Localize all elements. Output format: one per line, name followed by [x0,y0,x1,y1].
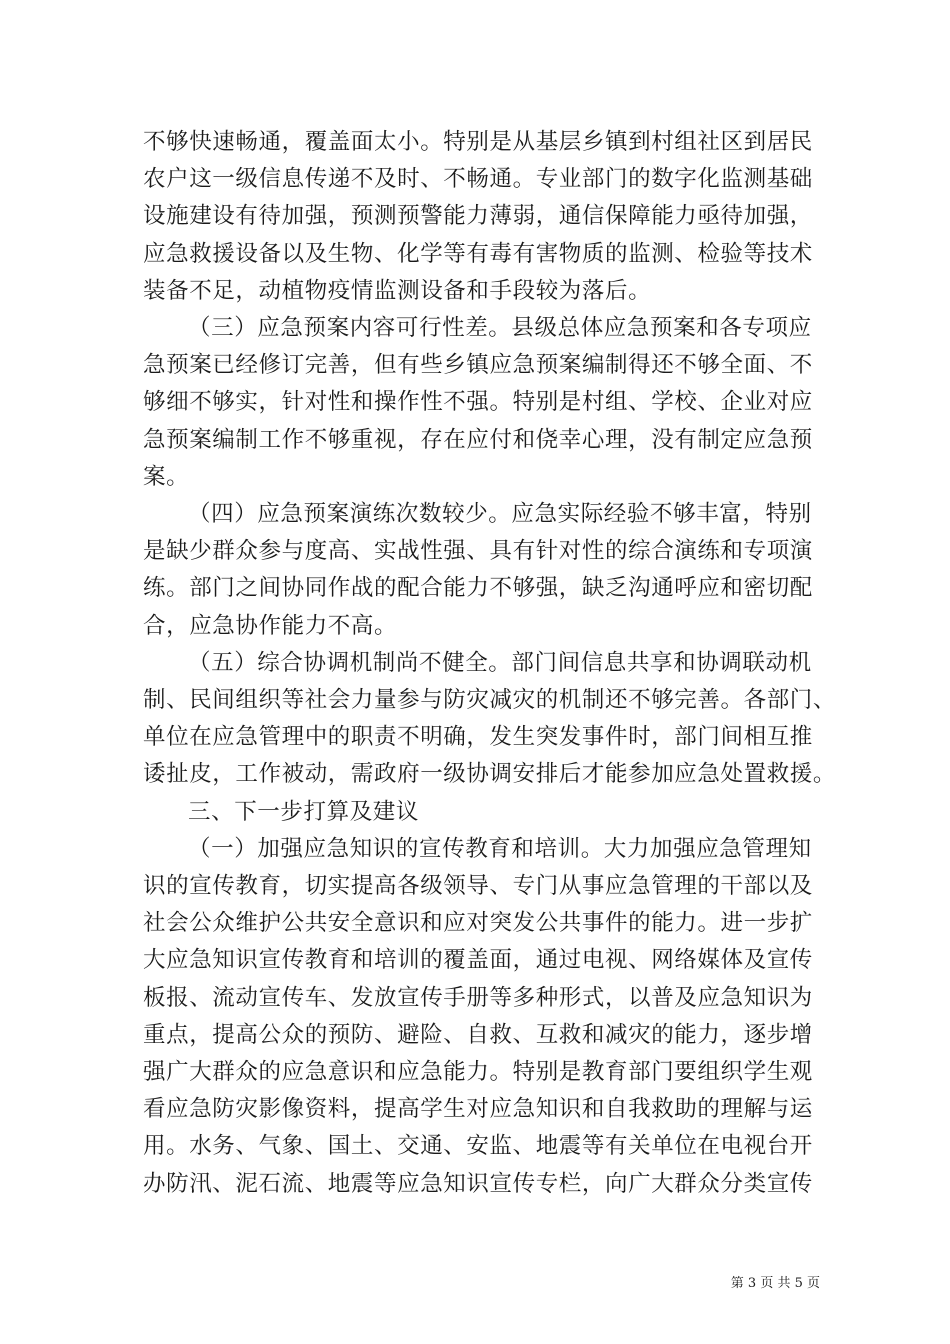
text-line: 看应急防灾影像资料，提高学生对应急知识和自我救助的理解与运 [143,1096,813,1123]
text-line: 急预案已经修订完善，但有些乡镇应急预案编制得还不够全面、不 [143,352,813,379]
text-line: （四）应急预案演练次数较少。应急实际经验不够丰富，特别 [188,501,812,527]
text-line: 办防汛、泥石流、地震等应急知识宣传专栏，向广大群众分类宣传 [143,1170,813,1197]
text-line: 制、民间组织等社会力量参与防灾减灾的机制还不够完善。各部门、 [143,687,837,713]
text-line: 是缺少群众参与度高、实战性强、具有针对性的综合演练和专项演 [143,538,813,565]
page-footer-number: 第 3 页 共 5 页 [730,1276,820,1291]
text-line: 单位在应急管理中的职责不明确，发生突发事件时，部门间相互推 [143,724,813,751]
text-line: （三）应急预案内容可行性差。县级总体应急预案和各专项应 [188,315,812,341]
text-line: （一）加强应急知识的宣传教育和培训。大力加强应急管理知 [188,835,812,862]
text-line: 大应急知识宣传教育和培训的覆盖面，通过电视、网络媒体及宣传 [143,947,813,974]
text-line: 应急救援设备以及生物、化学等有毒有害物质的监测、检验等技术 [143,240,813,267]
text-line: 不够快速畅通，覆盖面太小。特别是从基层乡镇到村组社区到居民 [143,129,813,155]
text-line: 识的宣传教育，切实提高各级领导、专门从事应急管理的干部以及 [143,873,813,899]
text-line: 合，应急协作能力不高。 [143,612,398,639]
text-line: 急预案编制工作不够重视，存在应付和侥幸心理，没有制定应急预 [143,426,813,453]
text-line: 设施建设有待加强，预测预警能力薄弱，通信保障能力亟待加强， [143,203,813,230]
text-line: 案。 [143,463,190,490]
text-line: 练。部门之间协同作战的配合能力不够强，缺乏沟通呼应和密切配 [143,575,813,602]
text-line: 板报、流动宣传车、发放宣传手册等多种形式，以普及应急知识为 [143,984,813,1011]
text-line: 装备不足，动植物疫情监测设备和手段较为落后。 [143,277,652,304]
text-line: 重点，提高公众的预防、避险、自救、互救和减灾的能力，逐步增 [143,1021,813,1048]
text-line: 社会公众维护公共安全意识和应对突发公共事件的能力。进一步扩 [143,910,813,937]
text-line: 诿扯皮，工作被动，需政府一级协调安排后才能参加应急处置救援。 [143,761,837,788]
text-line: 农户这一级信息传递不及时、不畅通。专业部门的数字化监测基础 [143,166,813,193]
text-line: （五）综合协调机制尚不健全。部门间信息共享和协调联动机 [188,649,812,676]
text-line: 三、下一步打算及建议 [188,798,420,825]
text-line: 强广大群众的应急意识和应急能力。特别是教育部门要组织学生观 [143,1059,813,1085]
text-line: 够细不够实，针对性和操作性不强。特别是村组、学校、企业对应 [143,389,813,416]
text-line: 用。水务、气象、国土、交通、安监、地震等有关单位在电视台开 [143,1133,813,1160]
